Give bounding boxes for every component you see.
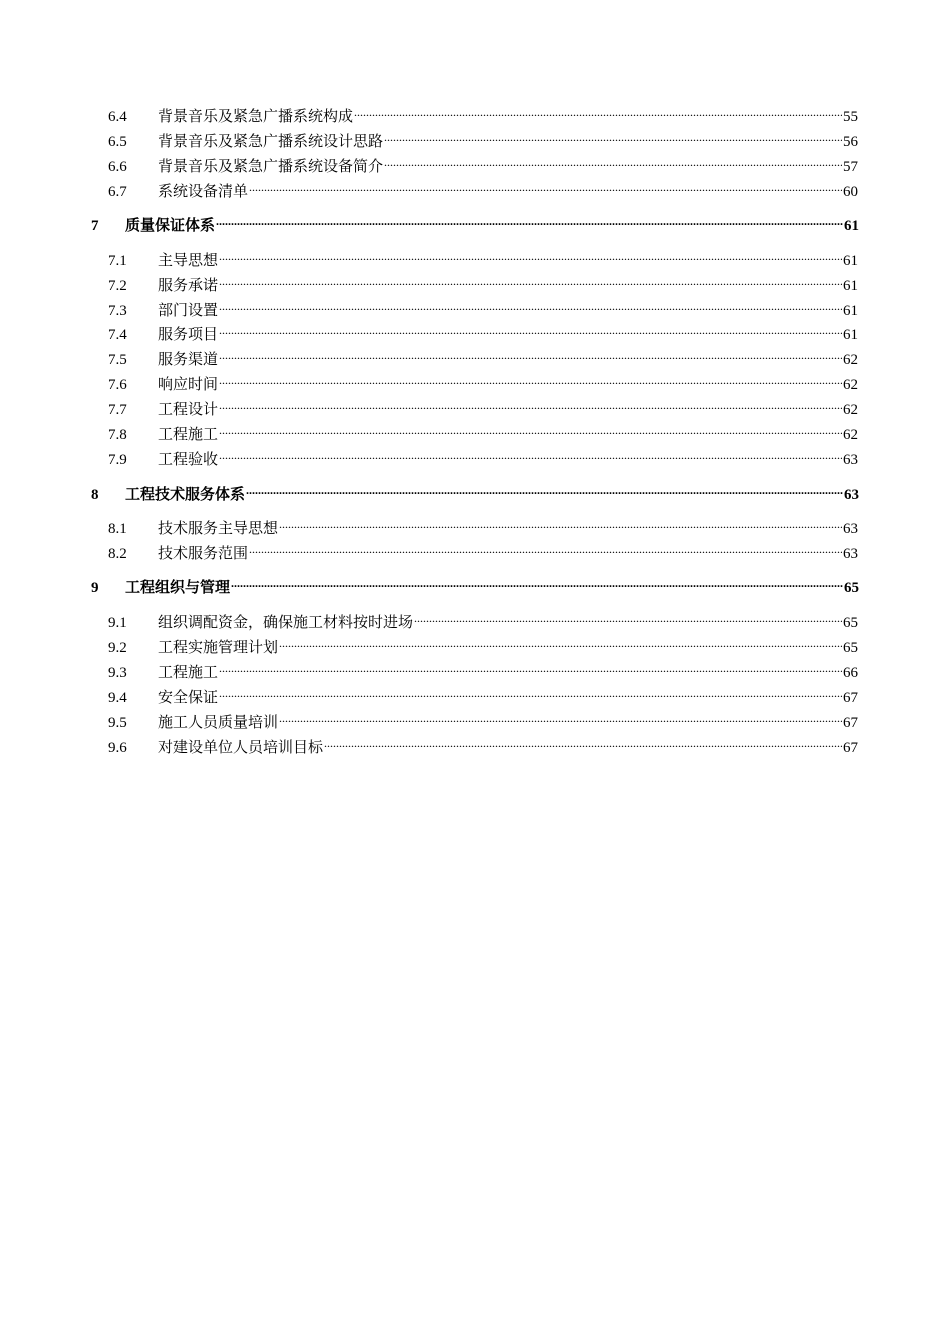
toc-entry-title: 工程验收 xyxy=(158,452,219,468)
toc-entry-number: 9.5 xyxy=(108,715,127,731)
toc-entry-number: 9.4 xyxy=(108,690,127,706)
toc-entry-title: 背景音乐及紧急广播系统设计思路 xyxy=(158,134,384,150)
toc-entry-title: 工程设计 xyxy=(158,402,219,418)
toc-entry[interactable] xyxy=(108,369,858,393)
toc-leader xyxy=(249,176,842,196)
toc-entry[interactable] xyxy=(108,513,858,537)
toc-entry[interactable] xyxy=(108,419,858,443)
toc-leader xyxy=(216,210,843,230)
toc-entry-title: 主导思想 xyxy=(158,253,219,269)
toc-entry-title: 工程组织与管理 xyxy=(125,580,231,596)
toc-entry-number: 7.2 xyxy=(108,278,127,294)
toc-entry-title: 组织调配资金，确保施工材料按时进场 xyxy=(158,615,414,631)
toc-chapter-entry[interactable] xyxy=(91,210,859,234)
toc-leader xyxy=(324,732,842,752)
toc-entry-title: 背景音乐及紧急广播系统设备简介 xyxy=(158,159,384,175)
toc-leader xyxy=(246,479,843,499)
toc-entry-page: 61 xyxy=(843,253,858,269)
toc-entry-page: 66 xyxy=(843,665,858,681)
toc-entry-title: 工程实施管理计划 xyxy=(158,640,279,656)
toc-entry[interactable] xyxy=(108,632,858,656)
toc-entry[interactable] xyxy=(108,444,858,468)
toc-entry[interactable] xyxy=(108,126,858,150)
toc-entry[interactable] xyxy=(108,101,858,125)
toc-entry-page: 62 xyxy=(843,377,858,393)
toc-entry[interactable] xyxy=(108,344,858,368)
toc-entry-number: 7.1 xyxy=(108,253,127,269)
toc-entry-number: 9 xyxy=(91,580,99,596)
toc-entry[interactable] xyxy=(108,538,858,562)
toc-chapter-entry[interactable] xyxy=(91,479,859,503)
toc-entry-number: 7.8 xyxy=(108,427,127,443)
toc-entry-page: 67 xyxy=(843,715,858,731)
toc-leader xyxy=(414,607,842,627)
toc-leader xyxy=(279,632,842,652)
toc-entry-page: 60 xyxy=(843,184,858,200)
toc-leader xyxy=(219,344,842,364)
toc-entry-page: 61 xyxy=(843,327,858,343)
toc-leader xyxy=(219,444,842,464)
toc-leader xyxy=(279,513,842,533)
toc-entry-number: 8.1 xyxy=(108,521,127,537)
toc-entry-page: 61 xyxy=(844,218,859,234)
toc-entry-page: 55 xyxy=(843,109,858,125)
toc-entry-page: 62 xyxy=(843,402,858,418)
toc-entry[interactable] xyxy=(108,607,858,631)
toc-entry-title: 工程施工 xyxy=(158,427,219,443)
toc-entry-page: 65 xyxy=(843,615,858,631)
toc-entry-number: 9.3 xyxy=(108,665,127,681)
toc-entry-number: 7.5 xyxy=(108,352,127,368)
toc-entry-title: 服务渠道 xyxy=(158,352,219,368)
toc-leader xyxy=(354,101,842,121)
toc-entry-number: 6.4 xyxy=(108,109,127,125)
toc-entry-title: 安全保证 xyxy=(158,690,219,706)
toc-entry[interactable] xyxy=(108,176,858,200)
toc-leader xyxy=(219,682,842,702)
toc-entry[interactable] xyxy=(108,657,858,681)
toc-entry-title: 系统设备清单 xyxy=(158,184,249,200)
toc-entry-page: 56 xyxy=(843,134,858,150)
toc-entry[interactable] xyxy=(108,295,858,319)
toc-entry-page: 57 xyxy=(843,159,858,175)
toc-leader xyxy=(219,369,842,389)
toc-leader xyxy=(219,245,842,265)
toc-entry-title: 技术服务范围 xyxy=(158,546,249,562)
toc-entry[interactable] xyxy=(108,707,858,731)
toc-leader xyxy=(219,270,842,290)
toc-entry-number: 9.1 xyxy=(108,615,127,631)
toc-chapter-entry[interactable] xyxy=(91,572,859,596)
toc-entry[interactable] xyxy=(108,270,858,294)
toc-entry-number: 7 xyxy=(91,218,99,234)
toc-entry-number: 9.2 xyxy=(108,640,127,656)
toc-leader xyxy=(219,394,842,414)
toc-leader xyxy=(279,707,842,727)
toc-entry-number: 8.2 xyxy=(108,546,127,562)
toc-entry-title: 响应时间 xyxy=(158,377,219,393)
toc-entry-page: 65 xyxy=(844,580,859,596)
toc-entry-number: 8 xyxy=(91,487,99,503)
toc-entry-title: 质量保证体系 xyxy=(125,218,216,234)
toc-leader xyxy=(219,657,842,677)
toc-leader xyxy=(249,538,842,558)
toc-entry-number: 9.6 xyxy=(108,740,127,756)
toc-entry-number: 6.6 xyxy=(108,159,127,175)
toc-leader xyxy=(384,126,842,146)
toc-entry[interactable] xyxy=(108,732,858,756)
toc-entry-page: 62 xyxy=(843,352,858,368)
toc-entry-number: 7.6 xyxy=(108,377,127,393)
toc-entry[interactable] xyxy=(108,682,858,706)
toc-entry-page: 61 xyxy=(843,303,858,319)
toc-leader xyxy=(231,572,843,592)
toc-leader xyxy=(219,419,842,439)
toc-entry-number: 7.3 xyxy=(108,303,127,319)
toc-entry-title: 服务承诺 xyxy=(158,278,219,294)
toc-entry[interactable] xyxy=(108,151,858,175)
toc-entry-page: 63 xyxy=(844,487,859,503)
toc-entry-title: 工程施工 xyxy=(158,665,219,681)
toc-entry-page: 63 xyxy=(843,452,858,468)
toc-entry-page: 63 xyxy=(843,521,858,537)
toc-entry-page: 67 xyxy=(843,740,858,756)
toc-leader xyxy=(219,295,842,315)
toc-entry-page: 61 xyxy=(843,278,858,294)
toc-entry-page: 62 xyxy=(843,427,858,443)
toc-entry-title: 技术服务主导思想 xyxy=(158,521,279,537)
toc-entry-page: 65 xyxy=(843,640,858,656)
toc-entry-title: 背景音乐及紧急广播系统构成 xyxy=(158,109,354,125)
toc-entry[interactable] xyxy=(108,245,858,269)
toc-leader xyxy=(219,319,842,339)
toc-entry-page: 63 xyxy=(843,546,858,562)
toc-entry-page: 67 xyxy=(843,690,858,706)
toc-entry-title: 部门设置 xyxy=(158,303,219,319)
toc-entry-number: 7.7 xyxy=(108,402,127,418)
toc-leader xyxy=(384,151,842,171)
toc-entry-title: 服务项目 xyxy=(158,327,219,343)
toc-entry-number: 6.5 xyxy=(108,134,127,150)
toc-entry-title: 施工人员质量培训 xyxy=(158,715,279,731)
toc-entry-number: 6.7 xyxy=(108,184,127,200)
toc-entry-number: 7.4 xyxy=(108,327,127,343)
toc-entry-title: 工程技术服务体系 xyxy=(125,487,246,503)
toc-entry-title: 对建设单位人员培训目标 xyxy=(158,740,324,756)
toc-entry-number: 7.9 xyxy=(108,452,127,468)
toc-entry[interactable] xyxy=(108,394,858,418)
toc-entry[interactable] xyxy=(108,319,858,343)
